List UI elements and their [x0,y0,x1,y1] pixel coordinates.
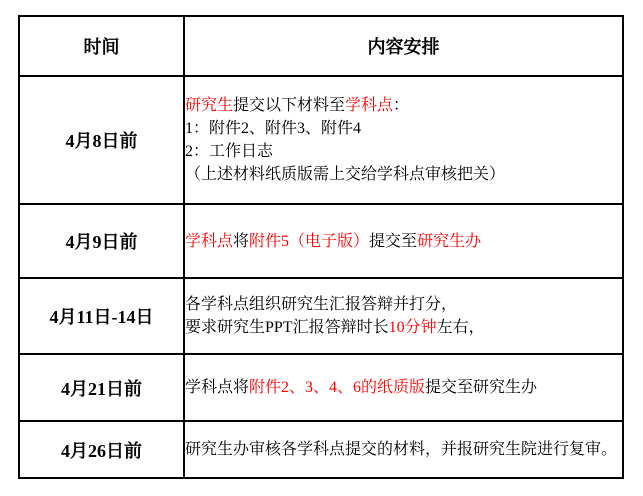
text-segment: 附件5（电子版） [249,232,370,250]
text-segment: 学科点 [345,97,394,114]
content-cell [184,278,623,354]
table-row [19,354,623,421]
time-cell: 4月9日前 [19,204,184,278]
content-line [185,316,622,339]
text-segment: 学科点 [185,232,234,250]
text-segment: 提交以下材料至 [233,97,346,114]
text-segment: 要求研究生PPT汇报答辩时长 [185,319,389,336]
table-row [19,76,623,204]
content-cell [184,76,623,204]
content-cell [184,354,623,421]
text-segment: 附件2、3、4、6的纸质版 [249,379,426,396]
text-segment: 研究生办审核各学科点提交的材料，并报研究生院进行复审。 [185,441,618,458]
text-segment: 将 [233,232,250,250]
content-line [185,230,622,253]
text-segment: 各学科点组织研究生汇报答辩并打分， [185,296,458,313]
text-segment: 提交至 [369,232,418,250]
content-line [185,140,622,163]
content-line [185,163,622,186]
text-segment: 学科点将 [185,379,250,396]
text-segment: （上述材料纸质版需上交给学科点审核把关） [185,166,506,183]
header-cell-content: 内容安排 [184,16,623,76]
table-body [19,76,623,478]
schedule-table [18,15,624,479]
content-cell [184,204,623,278]
time-cell: 4月11日-14日 [19,278,184,354]
text-segment: 提交至研究生办 [425,379,538,396]
content-line [185,376,622,399]
header-row [19,16,623,76]
time-cell: 4月26日前 [19,421,184,478]
text-segment: 1：附件2、附件3、附件4 [185,120,362,137]
header-cell-time: 时间 [19,16,184,76]
time-cell: 4月8日前 [19,76,184,204]
time-cell: 4月21日前 [19,354,184,421]
table-row [19,421,623,478]
text-segment: ： [393,97,410,114]
content-line [185,94,622,117]
content-line [185,117,622,140]
text-segment: 研究生 [185,97,234,114]
content-cell [184,421,623,478]
text-segment: 左右， [436,319,485,336]
table-row [19,278,623,354]
text-segment: 10分钟 [388,319,437,336]
content-line [185,293,622,316]
text-segment: 2：工作日志 [185,143,274,160]
table-row [19,204,623,278]
text-segment: 研究生办 [417,232,482,250]
content-line [185,438,622,461]
